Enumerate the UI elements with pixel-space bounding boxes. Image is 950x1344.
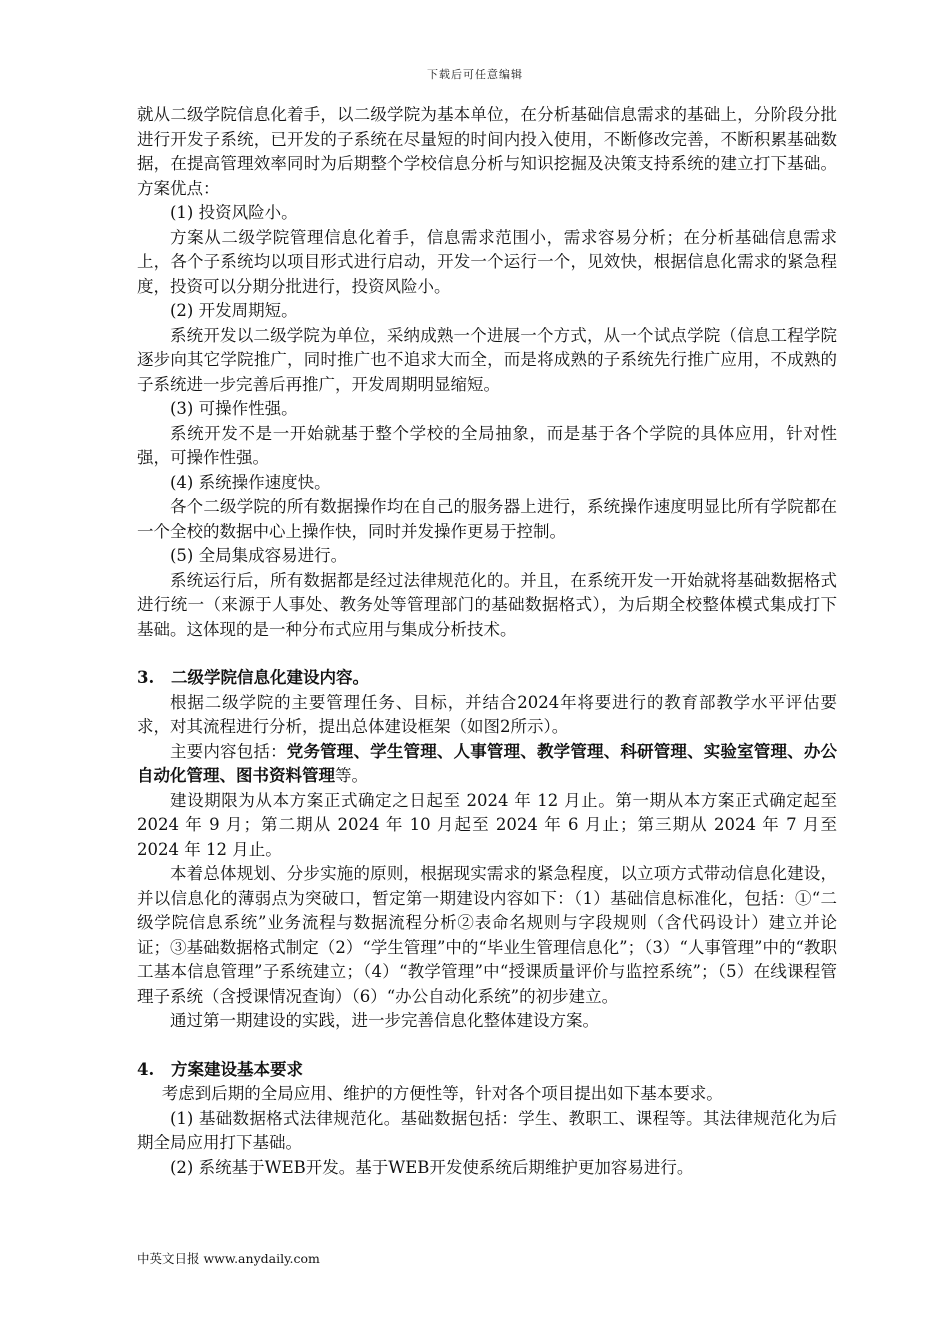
advantage-3-body: 系统开发不是一开始就基于整个学校的全局抽象，而是基于各个学院的具体应用，针对性强，可操作性强。	[137, 423, 837, 467]
paragraph: 就从二级学院信息化着手，以二级学院为基本单位，在分析基础信息需求的基础上，分阶段分批进行开发子系统，已开发的子系统在尽量短的时间内投入使用，不断修改完善，不断积累基础数据，在提高管理效率同时为后期整个学校信息分析与知识挖掘及决策支持系统的建立打下基础。方案优点：	[137, 105, 837, 198]
contents-prefix: 主要内容包括：	[170, 741, 287, 761]
section-4-heading	[137, 1058, 837, 1083]
section-4-title: 方案建设基本要求	[171, 1059, 303, 1079]
page-header: 下载后可任意编辑	[427, 68, 523, 81]
advantage-1-body: 方案从二级学院管理信息化着手，信息需求范围小，需求容易分析；在分析基础信息需求上，各个子系统均以项目形式进行启动，开发一个运行一个，见效快，根据信息化需求的紧急程度，投资可以分期分批进行，投资风险小。	[137, 227, 837, 296]
section-3-paragraph-3: 建设期限为从本方案正式确定之日起至 2024 年 12 月止。第一期从本方案正式确定起至 2024 年 9 月；第二期从 2024 年 10 月起至 2024 年 6 月止；第三期从 2024 年 7 月至 2024 年 12 月止。	[137, 790, 837, 859]
section-3-title: 二级学院信息化建设内容。	[171, 668, 369, 687]
advantage-5-title: (5) 全局集成容易进行。	[170, 546, 348, 565]
section-4-paragraph-3: (2) 系统基于WEB开发。基于WEB开发使系统后期维护更加容易进行。	[170, 1157, 694, 1177]
advantage-4-title: (4) 系统操作速度快。	[170, 472, 331, 492]
advantage-2-title: (2) 开发周期短。	[170, 301, 298, 320]
section-3-number: 3.	[137, 668, 155, 687]
advantage-3-title: (3) 可操作性强。	[170, 399, 298, 418]
advantage-5-body: 系统运行后，所有数据都是经过法律规范化的。并且，在系统开发一开始就将基础数据格式进行统一（来源于人事处、教务处等管理部门的基础数据格式），为后期全校整体模式集成打下基础。这体现的是一种分布式应用与集成分析技术。	[137, 570, 837, 639]
section-4-paragraph-1: 考虑到后期的全局应用、维护的方便性等，针对各个项目提出如下基本要求。	[161, 1084, 723, 1103]
advantage-1-title: (1) 投资风险小。	[170, 203, 298, 222]
section-3-paragraph-4: 本着总体规划、分步实施的原则，根据现实需求的紧急程度，以立项方式带动信息化建设，并以信息化的薄弱点为突破口，暂定第一期建设内容如下：（1）基础信息标准化，包括：①“二级学院信息系统”业务流程与数据流程分析②表命名规则与字段规则（含代码设计）建立并论证；③基础数据格式制定（2）“学生管理”中的“毕业生管理信息化”；（3）“人事管理”中的“教职工基本信息管理”子系统建立；（4）“教学管理”中“授课质量评价与监控系统”；（5）在线课程管理子系统（含授课情况查询）（6）“办公自动化系统”的初步建立。	[137, 864, 837, 1006]
section-4-paragraph-2: (1) 基础数据格式法律规范化。基础数据包括：学生、教职工、课程等。其法律规范化为后期全局应用打下基础。	[137, 1108, 837, 1152]
section-4-number: 4.	[137, 1059, 155, 1079]
contents-list: 党务管理、学生管理、人事管理、教学管理、科研管理、实验室管理、办公自动化管理、图书资料管理	[137, 741, 838, 785]
document-body	[137, 103, 837, 1180]
contents-suffix: 等。	[335, 766, 368, 785]
page-footer: 中英文日报 www.anydaily.com	[137, 1251, 320, 1266]
section-3-paragraph-5: 通过第一期建设的实践，进一步完善信息化整体建设方案。	[170, 1011, 599, 1030]
advantage-4-body: 各个二级学院的所有数据操作均在自己的服务器上进行，系统操作速度明显比所有学院都在一个全校的数据中心上操作快，同时并发操作更易于控制。	[137, 497, 837, 541]
advantage-2-body: 系统开发以二级学院为单位，采纳成熟一个进展一个方式，从一个试点学院（信息工程学院逐步向其它学院推广，同时推广也不追求大而全，而是将成熟的子系统先行推广应用，不成熟的子系统进一步完善后再推广，开发周期明显缩短。	[137, 325, 837, 394]
section-3-paragraph-2	[137, 740, 837, 789]
section-3-paragraph-1: 根据二级学院的主要管理任务、目标，并结合2024年将要进行的教育部教学水平评估要求，对其流程进行分析，提出总体建设框架（如图2所示）。	[137, 692, 837, 736]
section-3-heading	[137, 666, 837, 691]
